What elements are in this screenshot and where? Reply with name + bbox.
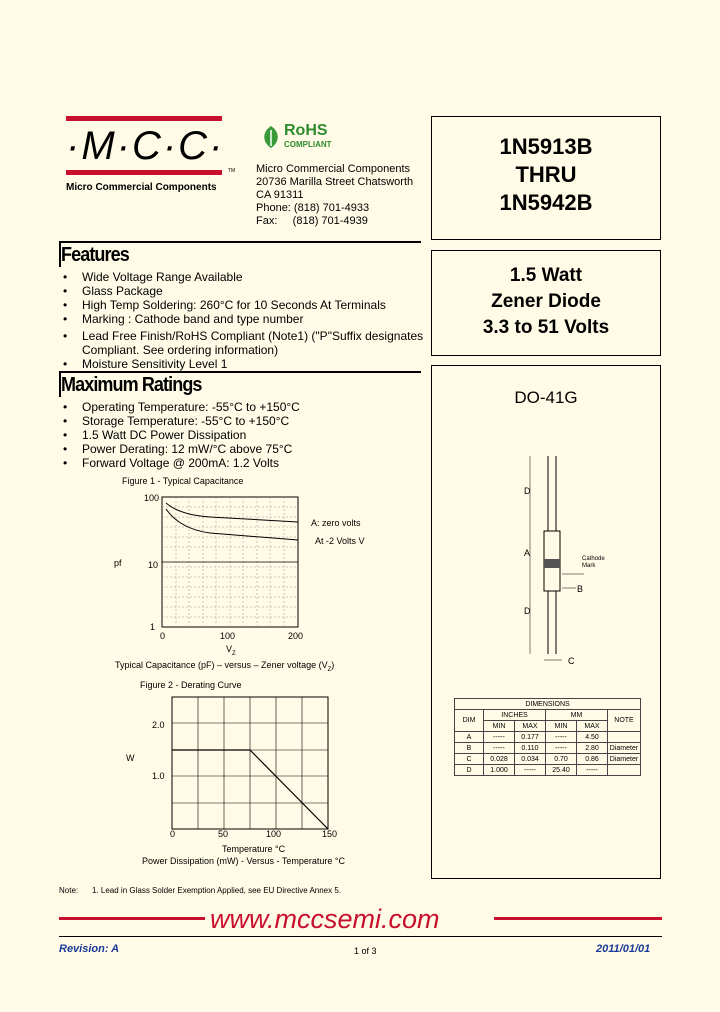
list-item: • Glass Package (60, 284, 430, 298)
fig1-caption-sub: Z (327, 666, 332, 673)
dim-label-a: A (524, 548, 531, 558)
footer-rule-left (59, 917, 205, 920)
cell: Diameter (608, 743, 641, 754)
part-number-box (431, 116, 661, 240)
address-line: 20736 Marilla Street Chatsworth (256, 176, 414, 188)
fig2-ytick-1: 1.0 (152, 771, 165, 781)
list-item: • Storage Temperature: -55°C to +150°C (60, 414, 430, 428)
address-line: CA 91311 (256, 189, 304, 201)
footer-divider (59, 936, 662, 937)
cell: B (455, 743, 484, 754)
list-item: • 1.5 Watt DC Power Dissipation (60, 428, 430, 442)
features-rule (59, 241, 421, 243)
rohs-title: RoHS (284, 122, 328, 139)
cell: 2.80 (577, 743, 608, 754)
desc-power: 1.5 Watt (509, 265, 583, 286)
fig1-xlabel (226, 644, 236, 657)
cell: ----- (546, 732, 577, 743)
dim-table-header: DIMENSIONS (455, 699, 641, 710)
note-label: Note: (59, 886, 79, 895)
ratings-list (60, 400, 430, 470)
ratings-rule (59, 371, 421, 373)
address-line: Fax: (818) 701-4939 (256, 215, 368, 227)
fig1-xlabel-text: V (226, 644, 233, 654)
fig1-xtick-0: 0 (160, 631, 166, 641)
cell (608, 732, 641, 743)
fig1-xtick-200: 200 (288, 631, 304, 641)
footer-rule-right (494, 917, 662, 920)
cell: D (455, 765, 484, 776)
cell: 0.028 (484, 754, 515, 765)
inches-header: INCHES (484, 710, 546, 721)
fig1-ylabel: pf (114, 558, 122, 568)
cell: 0.70 (546, 754, 577, 765)
cell: 0.86 (577, 754, 608, 765)
list-item: • Lead Free Finish/RoHS Compliant (Note1) ("P"Suffix designates (60, 329, 430, 343)
address-line: Micro Commercial Components (256, 163, 411, 175)
logo-tm: TM (228, 168, 236, 174)
list-item: • Marking : Cathode band and type number (60, 312, 430, 326)
note-header: NOTE (608, 710, 641, 732)
fig1-plot (160, 495, 310, 635)
package-box (431, 365, 661, 879)
table-row (455, 754, 641, 765)
fig1-curve1-label: A: zero volts (311, 518, 361, 528)
list-item: • Power Derating: 12 mW/°C above 75°C (60, 442, 430, 456)
cell (608, 765, 641, 776)
mm-min: MIN (546, 721, 577, 732)
list-item: • Wide Voltage Range Available (60, 270, 430, 284)
fig1-curve2-label: At -2 Volts V (315, 536, 365, 546)
fig2-ylabel: W (126, 753, 135, 763)
rohs-leaf-icon (260, 124, 282, 155)
cell: 0.177 (515, 732, 546, 743)
revision-date: 2011/01/01 (596, 943, 651, 955)
fig2-xtick-50: 50 (218, 829, 229, 839)
fig2-ytick-2: 2.0 (152, 720, 165, 730)
table-row (455, 732, 641, 743)
cell: 1.000 (484, 765, 515, 776)
list-item-continuation: Compliant. See ordering information) (82, 343, 279, 357)
list-item: • Operating Temperature: -55°C to +150°C (60, 400, 430, 414)
list-item: • High Temp Soldering: 260°C for 10 Seconds At Terminals (60, 298, 430, 312)
fig2-xtick-150: 150 (322, 829, 338, 839)
mm-header: MM (546, 710, 608, 721)
cell: ----- (546, 743, 577, 754)
features-list (60, 270, 430, 371)
dim-label-c: C (568, 656, 575, 666)
inches-min: MIN (484, 721, 515, 732)
cell: 25.40 (546, 765, 577, 776)
fig2-title: Figure 2 - Derating Curve (140, 680, 242, 690)
page-number: 1 of 3 (354, 946, 377, 956)
diode-drawing (432, 366, 660, 686)
cell: A (455, 732, 484, 743)
mm-max: MAX (577, 721, 608, 732)
dim-label-d-bottom: D (524, 606, 531, 616)
footer-url-link[interactable]: www.mccsemi.com (210, 904, 440, 934)
logo-top-bar (66, 116, 222, 121)
note-text: 1. Lead in Glass Solder Exemption Applied, see EU Directive Annex 5. (92, 886, 342, 895)
curve-minus-2-volts (166, 509, 298, 540)
cell: ----- (484, 743, 515, 754)
cell: 0.110 (515, 743, 546, 754)
list-item: • Forward Voltage @ 200mA: 1.2 Volts (60, 456, 430, 470)
fig1-caption-text: Typical Capacitance (pF) – versus – Zener voltage (V (115, 660, 328, 670)
list-item: • Moisture Sensitivity Level 1 (60, 357, 430, 371)
part-thru: THRU (515, 162, 577, 187)
fig1-ytick-100: 100 (144, 493, 160, 503)
fig2-plot (170, 695, 332, 835)
features-title: Features (61, 244, 129, 266)
company-address (256, 163, 413, 228)
dim-col-header: DIM (455, 710, 484, 732)
inches-max: MAX (515, 721, 546, 732)
cell: 0.034 (515, 754, 546, 765)
fig1-caption-end: ) (331, 660, 335, 670)
package-name: DO-41G (514, 388, 578, 407)
cell: ----- (515, 765, 546, 776)
cell: C (455, 754, 484, 765)
cell: 4.50 (577, 732, 608, 743)
part-number-start: 1N5913B (499, 134, 593, 159)
fig1-xtick-100: 100 (220, 631, 236, 641)
rohs-sub: COMPLIANT (284, 140, 332, 149)
fig1-ytick-1: 1 (150, 622, 156, 632)
cathode-mark-label: Cathode Mark (582, 556, 605, 569)
revision-label: Revision: A (59, 943, 120, 955)
table-row (455, 765, 641, 776)
fig1-caption (115, 660, 334, 673)
address-line: Phone: (818) 701-4933 (256, 202, 370, 214)
cell: Diameter (608, 754, 641, 765)
fig1-xlabel-sub: Z (232, 650, 236, 657)
part-number-end: 1N5942B (499, 190, 593, 215)
fig1-ytick-10: 10 (148, 560, 159, 570)
fig1-title: Figure 1 - Typical Capacitance (122, 476, 244, 486)
dim-label-d-top: D (524, 486, 531, 496)
dimensions-table (454, 698, 641, 776)
table-row (455, 743, 641, 754)
fig2-xlabel: Temperature °C (222, 844, 286, 854)
logo-bottom-bar (66, 170, 222, 175)
fig2-caption: Power Dissipation (mW) - Versus - Temperature °C (142, 856, 345, 866)
ratings-title: Maximum Ratings (61, 374, 202, 396)
cell: ----- (577, 765, 608, 776)
mcc-logo: ·M·C·C· (66, 124, 225, 168)
cell: ----- (484, 732, 515, 743)
fig2-xtick-0: 0 (170, 829, 176, 839)
logo-subtitle: Micro Commercial Components (66, 182, 217, 193)
curve-zero-volts (166, 503, 298, 522)
fig2-xtick-100: 100 (266, 829, 282, 839)
description-box (431, 250, 661, 356)
desc-voltage: 3.3 to 51 Volts (482, 317, 610, 338)
dim-label-b: B (577, 584, 584, 594)
desc-type: Zener Diode (491, 291, 601, 312)
